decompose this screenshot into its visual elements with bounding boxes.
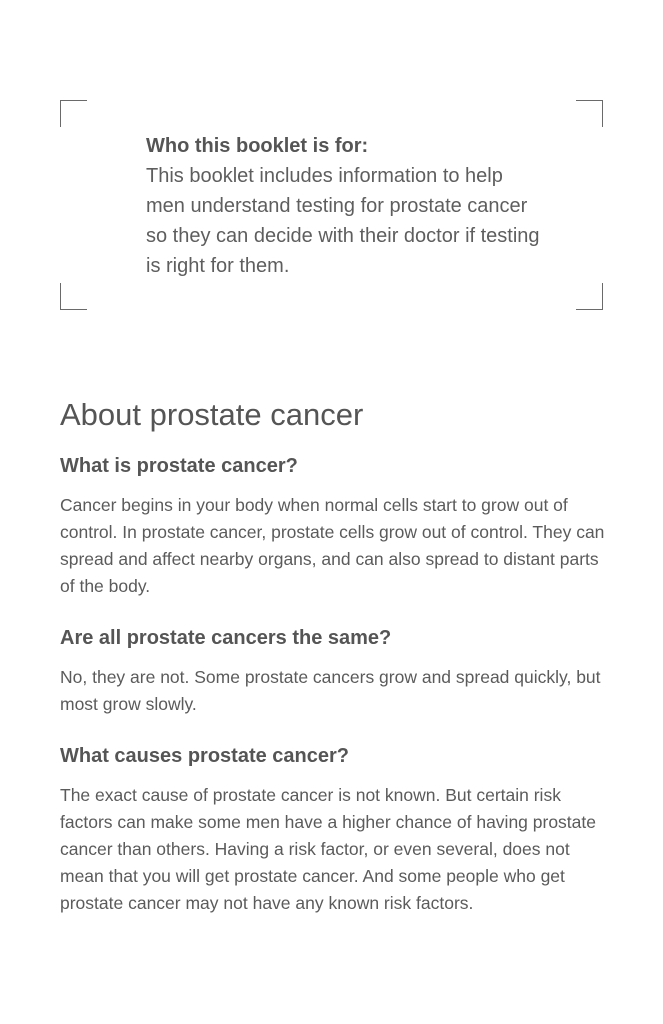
section-title: About prostate cancer bbox=[60, 397, 364, 432]
callout-body: This booklet includes information to help men understand testing for prostate cancer so they can decide with their doctor if testing is right for them. bbox=[146, 165, 540, 277]
subheading-what-is: What is prostate cancer? bbox=[60, 455, 298, 477]
paragraph-all-same: No, they are not. Some prostate cancers grow and spread quickly, but most grow slowly. bbox=[60, 667, 601, 714]
corner-bracket-bottom-left bbox=[60, 283, 87, 310]
corner-bracket-top-right bbox=[576, 100, 603, 127]
paragraph-causes: The exact cause of prostate cancer is not known. But certain risk factors can make some men have a higher chance of having prostate cancer than others. Having a risk factor, or even several, does not mean that you will get prostate cancer. And some people who get prostate cancer may not have any known risk factors. bbox=[60, 785, 596, 913]
main-content bbox=[60, 392, 605, 941]
corner-bracket-bottom-right bbox=[576, 283, 603, 310]
paragraph-what-is: Cancer begins in your body when normal cells start to grow out of control. In prostate cancer, prostate cells grow out of control. They can spread and affect nearby organs, and can also spread to distant parts of the body. bbox=[60, 495, 605, 596]
subheading-all-same: Are all prostate cancers the same? bbox=[60, 627, 392, 649]
subheading-causes: What causes prostate cancer? bbox=[60, 745, 349, 767]
callout-text bbox=[146, 131, 546, 281]
callout-heading: Who this booklet is for: bbox=[146, 135, 369, 157]
booklet-audience-callout bbox=[60, 100, 603, 310]
corner-bracket-top-left bbox=[60, 100, 87, 127]
